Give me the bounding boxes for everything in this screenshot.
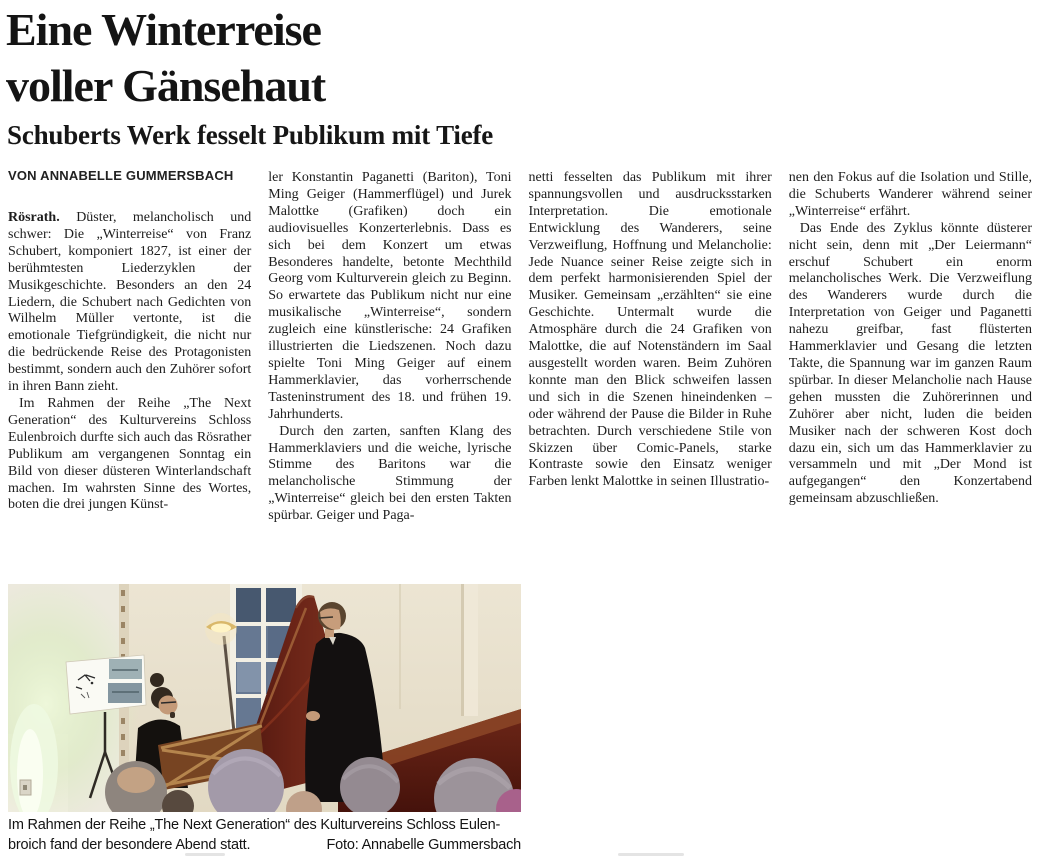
singer-hand — [306, 711, 320, 721]
wall-socket — [20, 780, 31, 795]
singer-glasses — [319, 617, 333, 618]
headline-line-1: Eine Winterreise — [6, 4, 321, 55]
photo-caption-line2: broich fand der besondere Abend statt. — [8, 837, 251, 853]
pianist-glasses — [161, 702, 176, 703]
byline: VON ANNABELLE GUMMERSBACH — [8, 168, 234, 183]
hair-bun — [150, 673, 164, 687]
print-artifact — [185, 853, 225, 856]
paragraph: ler Konstantin Paganetti (Bariton), Toni Ming Geiger (Hammerflügel) und Jurek Malottke (Grafiken) doch ein audiovisuelles Konzerterlebnis. Dass es sich bei dem Konzert um etwas Besonderes handelte, betonte Mechthild Georg vom Kulturverein gleich zu Beginn. So erwartete das Publikum nicht nur eine musikalische „Winterreise“, sondern zugleich eine künstlerische: 24 Grafiken illustrierten die Liedszenen. Noch dazu spielte Toni Ming Geiger auf einem Hammerklavier, das vorherrschende Tasteninstrument des 18. und frühen 19. Jahrhunderts. — [268, 170, 512, 422]
paragraph: nen den Fokus auf die Isolation und Stille, die Schuberts Wanderer während seiner „Winterreise“ erfährt. — [788, 170, 1032, 219]
subheadline: Schuberts Werk fesselt Publikum mit Tiefe — [7, 120, 494, 150]
headline — [6, 2, 325, 114]
photo-caption — [8, 815, 521, 855]
article-body — [8, 170, 1032, 578]
paragraph: Das Ende des Zyklus könnte düsterer nicht sein, denn mit „Der Leiermann“ erschuf Schubert ein enorm melancholisches Werk. Die Verzweiflung des Wanderers wurde durch die Interpretation von Geiger und Paganetti nahezu greifbar, fast flüsterten Hammerklavier und Gesang die letzten Takte, die Spannung war im ganzen Raum spürbar. In dieser Melancholie nach Hause gehen mussten die Zuhörerinnen und Zuhörer aber nicht, luden die beiden Musiker nach der schweren Kost doch dazu ein, sich um das Hammerklavier zu versammeln und mit „Der Mond ist aufgegangen“ den Konzertabend gemeinsam abzuschließen. — [788, 220, 1032, 507]
pillar-shadow — [461, 584, 464, 716]
concert-photo-illustration — [8, 584, 521, 812]
paragraph: Rösrath. Düster, melancholisch und schwer: Die „Winterreise“ von Franz Schubert, komponiert 1827, ist einer der berühmtesten Liederzyklen der Musikgeschichte. Besonders an den 24 Liedern, die Schubert nach Gedichten von Wilhelm Müller vertonte, ist die emotionale Tiefgründigkeit, die nicht nur die bedrückende Reise des Protagonisten bestimmt, sondern auch den Zuhörer sofort in ihren Bann zieht. — [8, 210, 252, 395]
text-column — [268, 170, 511, 578]
paragraph: Im Rahmen der Reihe „The Next Generation“ des Kulturvereins Schloss Eulenbroich durfte sich auch das Rösrather Publikum am vergangenen Sonntag ein Bild von dieser düsteren Winterlandschaft machen. Im wahrsten Sinne des Wortes, boten die drei jungen Künst- — [8, 395, 252, 513]
text-column — [8, 170, 251, 578]
photo-caption-line1: Im Rahmen der Reihe „The Next Generation“ des Kulturvereins Schloss Eulen- — [8, 817, 501, 833]
paragraph: Durch den zarten, sanften Klang des Hammerklaviers und die weiche, lyrische Stimme des Baritons war die melancholische Stimmung der „Winterreise“ gleich bei den ersten Takten spürbar. Geiger und Paga- — [268, 423, 512, 524]
wall-crease — [399, 584, 401, 709]
headline-line-2: voller Gänsehaut — [6, 60, 326, 111]
pillar — [464, 584, 478, 716]
text-column — [789, 170, 1032, 578]
text-column — [529, 170, 772, 578]
dateline: Rösrath. — [8, 210, 60, 225]
print-artifact — [618, 853, 684, 856]
article-photo — [8, 584, 521, 812]
photo-credit: Foto: Annabelle Gummersbach — [326, 837, 521, 853]
paragraph: netti fesselten das Publikum mit ihrer spannungsvollen und ausdrucksstarken Interpretation. Die emotionale Entwicklung des Wanderers, seine Verzweiflung, Hoffnung und Melancholie: Jede Nuance seiner Reise zeigte sich in dem perfekt harmonisierenden Spiel der Musiker. Gemeinsam „erzählten“ sie eine Geschichte. Untermalt wurde die Atmosphäre durch die 24 Grafiken von Malottke, die auf Notenständern im Saal ausgestellt worden waren. Beim Zuhören konnte man den Blick schweifen lassen und sich in die Szenen hineindenken – oder während der Pause die Bilder in Ruhe betrachten. Durch verschiedene Stile von Skizzen über Comic-Panels, starke Kontraste sowie den Einsatz weniger Farben lenkt Malottke in seinen Illustratio- — [528, 170, 772, 490]
